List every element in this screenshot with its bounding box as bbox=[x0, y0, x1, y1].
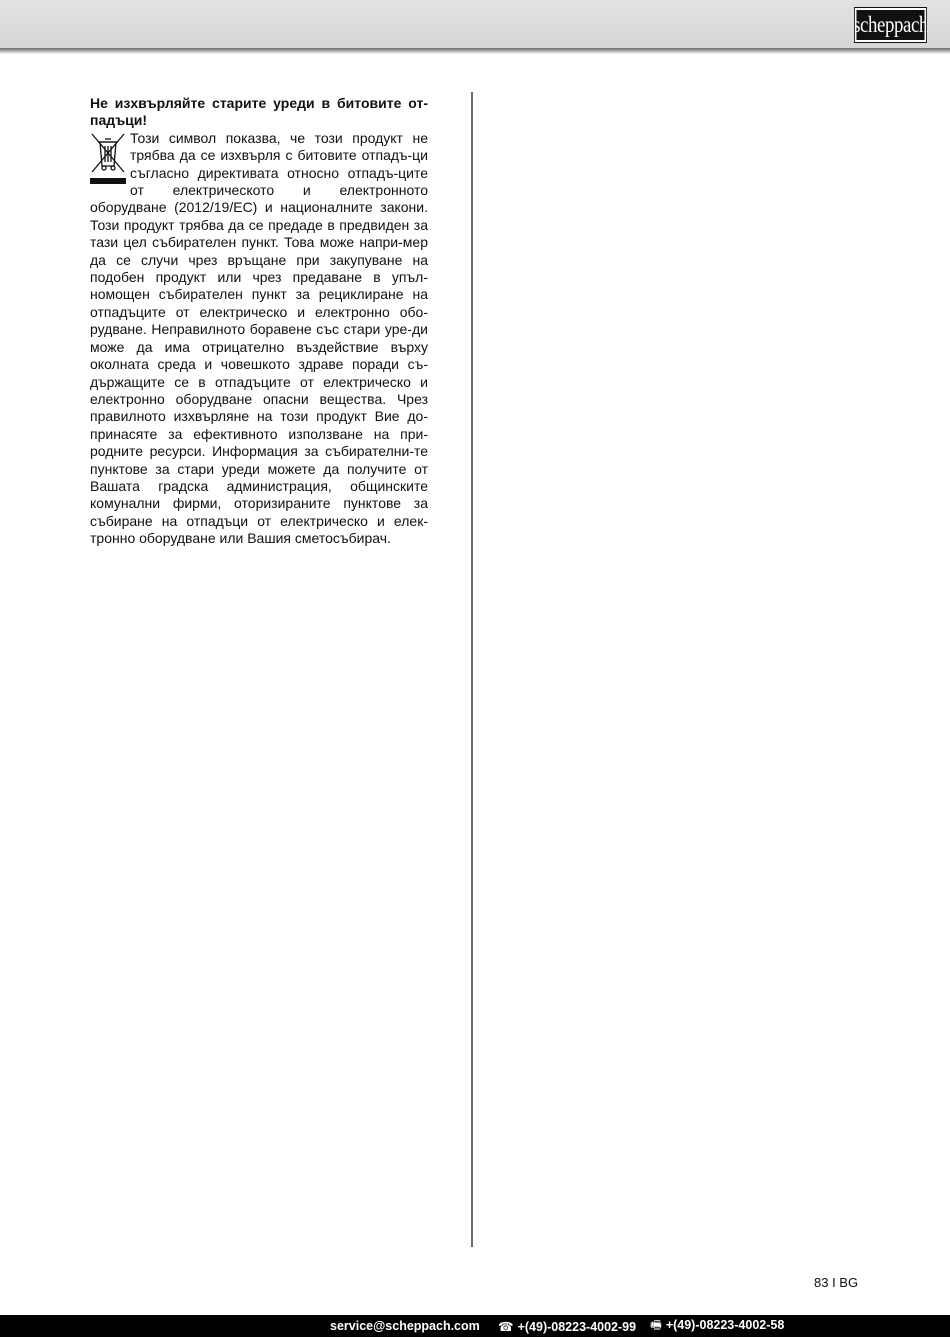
fax-number: +(49)-08223-4002-58 bbox=[665, 1317, 785, 1332]
phone-number: +(49)-08223-4002-99 bbox=[517, 1319, 637, 1334]
fax-contact bbox=[650, 1316, 784, 1337]
page-number: 83 I BG bbox=[814, 1275, 859, 1290]
content-column bbox=[90, 95, 428, 548]
column-divider bbox=[471, 92, 473, 1247]
disposal-paragraph: Този символ показва, че този продукт не трябва да се изхвърля с битовите отпадъ-ци съгласно директивата относно отпадъ-ците от електрическото и електронното оборудване (2012/19/ЕС) и националните закони. Този продукт трябва да се предаде в предвиден за тази цел събирателен пункт. Това може напри-мер да се случи чрез връщане при закупуване на подобен продукт или чрез предаване в упъл-номощен събирателен пункт за рециклиране на отпадъците от електрическо и електронно обо-рудване. Неправилното боравене със стари уре-ди може да има отрицателно въздействие върху околната среда и човешкото здраве поради съ-държащите се в отпадъците от електрическо и електронно оборудване опасни вещества. Чрез правилното изхвърляне на този продукт Вие до-принасяте за ефективното използване на при-родните ресурси. Информация за събирателни-те пунктове за стари уреди можете да получите от Вашата градска администрация, общинските комунални фирми, оторизираните пунктове за събиране на отпадъци от електрическо и елек-тронно оборудване или Вашия сметосъбирач. bbox=[90, 129, 428, 547]
section-heading: Не изхвърляйте старите уреди в битовите от-падъци! bbox=[90, 95, 428, 129]
header-band bbox=[0, 0, 950, 48]
phone-contact bbox=[498, 1319, 636, 1334]
footer-bar bbox=[0, 1315, 950, 1337]
crossed-out-wheeled-bin-icon bbox=[90, 132, 126, 188]
service-email-link[interactable]: service@scheppach.com bbox=[330, 1319, 480, 1333]
phone-icon: ☎ bbox=[498, 1319, 514, 1334]
scheppach-logo: scheppach bbox=[855, 8, 926, 42]
body-block bbox=[90, 130, 428, 548]
fax-icon: 🖷 bbox=[650, 1317, 662, 1332]
header-shadow bbox=[0, 48, 950, 54]
